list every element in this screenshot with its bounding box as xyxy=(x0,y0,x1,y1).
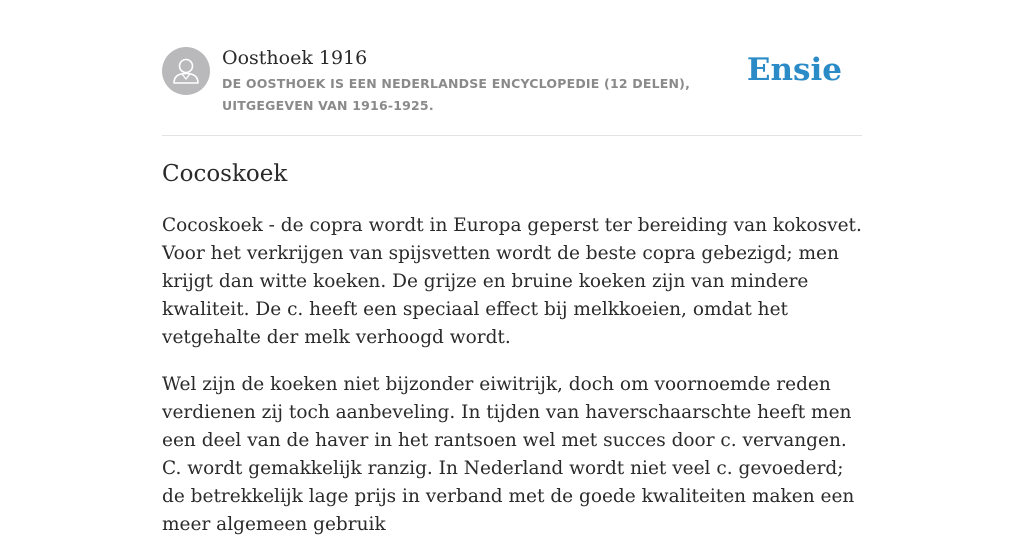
source-description: DE OOSTHOEK IS EEN NEDERLANDSE ENCYCLOPEDIE (12 DELEN), UITGEGEVEN VAN 1916-1925. xyxy=(222,76,691,113)
article-paragraph: Wel zijn de koeken niet bijzonder eiwitrijk, doch om voornoemde reden verdienen zij toch aanbeveling. In tijden van haverschaarschte heeft men een deel van de haver in het rantsoen wel met succes door c. vervangen. C. wordt gemakkelijk ranzig. In Nederland wordt niet veel c. gevoederd; de betrekkelijk lage prijs in verband met de goede kwaliteiten maken een meer algemeen gebruik xyxy=(162,374,855,535)
brand-logo[interactable]: Ensie xyxy=(746,52,842,88)
source-title[interactable]: Oosthoek 1916 xyxy=(222,47,368,69)
user-avatar-icon[interactable] xyxy=(162,47,210,95)
source-header xyxy=(162,46,862,136)
article-title: Cocoskoek xyxy=(162,161,288,187)
article-body xyxy=(162,212,864,558)
article-paragraph: Cocoskoek - de copra wordt in Europa geperst ter bereiding van kokosvet. Voor het verkrijgen van spijsvetten wordt de beste copra gebezigd; men krijgt dan witte koeken. De grijze en bruine koeken zijn van mindere kwaliteit. De c. heeft een speciaal effect bij melkkoeien, omdat het vetgehalte der melk verhoogd wordt. xyxy=(162,215,862,348)
